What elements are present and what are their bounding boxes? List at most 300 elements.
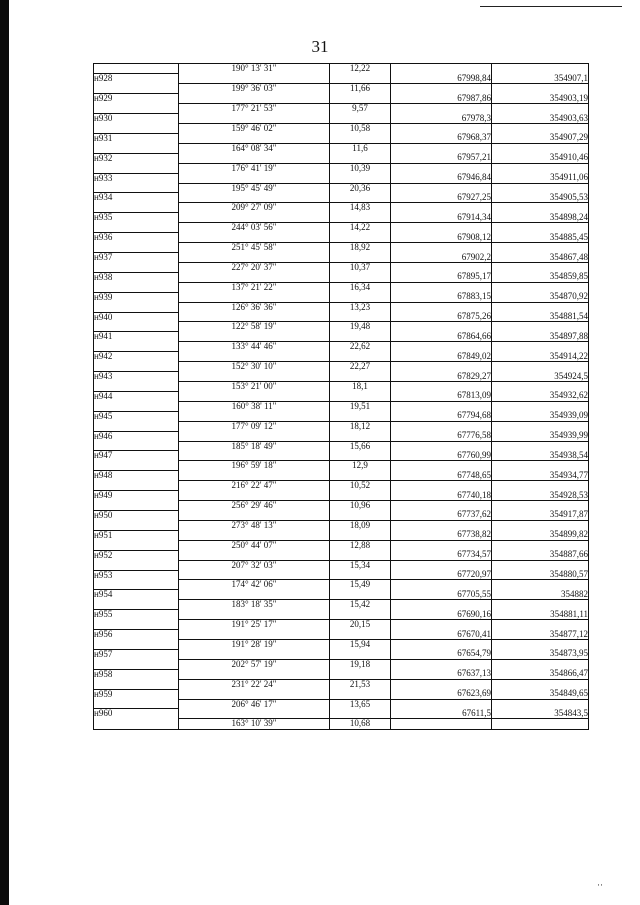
y-coordinate-cell: 354899,82 <box>492 530 589 540</box>
distance-cell: 15,42 <box>330 600 391 610</box>
y-coordinate-cell <box>492 639 589 649</box>
point-cell: н946 <box>94 431 179 441</box>
x-coordinate-cell: 67734,57 <box>391 550 492 560</box>
angle-cell: 216° 22' 47" <box>179 481 330 491</box>
segment-row <box>94 203 589 213</box>
angle-cell <box>179 74 330 84</box>
angle-cell: 227° 20' 37" <box>179 262 330 272</box>
point-cell <box>94 362 179 372</box>
x-coordinate-cell <box>391 163 492 173</box>
y-coordinate-cell <box>492 600 589 610</box>
point-cell: н942 <box>94 352 179 362</box>
x-coordinate-cell <box>391 719 492 729</box>
x-coordinate-cell: 67738,82 <box>391 530 492 540</box>
angle-cell <box>179 689 330 699</box>
distance-cell <box>330 630 391 640</box>
distance-cell <box>330 74 391 84</box>
point-row <box>94 391 589 401</box>
angle-cell <box>179 233 330 243</box>
distance-cell: 20,36 <box>330 183 391 193</box>
y-coordinate-cell: 354873,95 <box>492 649 589 659</box>
distance-cell <box>330 133 391 143</box>
x-coordinate-cell <box>391 64 492 74</box>
point-row <box>94 491 589 501</box>
y-coordinate-cell: 354867,48 <box>492 253 589 263</box>
y-coordinate-cell: 354928,53 <box>492 491 589 501</box>
point-cell: н951 <box>94 530 179 540</box>
x-coordinate-cell: 67623,69 <box>391 689 492 699</box>
angle-cell <box>179 669 330 679</box>
y-coordinate-cell: 354905,53 <box>492 193 589 203</box>
y-coordinate-cell <box>492 620 589 630</box>
distance-cell <box>330 709 391 719</box>
y-coordinate-cell: 354924,5 <box>492 372 589 382</box>
x-coordinate-cell <box>391 84 492 94</box>
y-coordinate-cell: 354917,87 <box>492 510 589 520</box>
angle-cell: 185° 18' 49" <box>179 441 330 451</box>
y-coordinate-cell <box>492 719 589 729</box>
point-row <box>94 709 589 719</box>
y-coordinate-cell: 354907,29 <box>492 133 589 143</box>
x-coordinate-cell <box>391 262 492 272</box>
distance-cell <box>330 391 391 401</box>
point-row <box>94 173 589 183</box>
distance-cell: 11,6 <box>330 143 391 153</box>
point-cell <box>94 421 179 431</box>
x-coordinate-cell <box>391 560 492 570</box>
y-coordinate-cell: 354877,12 <box>492 630 589 640</box>
point-cell: н938 <box>94 272 179 282</box>
x-coordinate-cell: 67968,37 <box>391 133 492 143</box>
angle-cell <box>179 610 330 620</box>
distance-cell: 10,52 <box>330 481 391 491</box>
y-coordinate-cell: 354887,66 <box>492 550 589 560</box>
angle-cell <box>179 153 330 163</box>
angle-cell: 273° 48' 13" <box>179 520 330 530</box>
angle-cell: 199° 36' 03" <box>179 84 330 94</box>
x-coordinate-cell: 67740,18 <box>391 491 492 501</box>
segment-row <box>94 262 589 272</box>
point-cell <box>94 143 179 153</box>
point-cell: н947 <box>94 451 179 461</box>
angle-cell <box>179 550 330 560</box>
y-coordinate-cell <box>492 659 589 669</box>
x-coordinate-cell: 67813,09 <box>391 391 492 401</box>
x-coordinate-cell: 67998,84 <box>391 74 492 84</box>
distance-cell: 15,49 <box>330 580 391 590</box>
y-coordinate-cell <box>492 183 589 193</box>
angle-cell <box>179 312 330 322</box>
point-cell: н955 <box>94 610 179 620</box>
segment-row <box>94 362 589 372</box>
x-coordinate-cell <box>391 282 492 292</box>
angle-cell <box>179 173 330 183</box>
x-coordinate-cell: 67946,84 <box>391 173 492 183</box>
point-row <box>94 133 589 143</box>
distance-cell: 15,94 <box>330 639 391 649</box>
x-coordinate-cell <box>391 679 492 689</box>
point-cell: н931 <box>94 133 179 143</box>
y-coordinate-cell <box>492 441 589 451</box>
point-row <box>94 213 589 223</box>
y-coordinate-cell <box>492 540 589 550</box>
x-coordinate-cell: 67794,68 <box>391 411 492 421</box>
point-cell: н935 <box>94 213 179 223</box>
y-coordinate-cell <box>492 679 589 689</box>
segment-row <box>94 342 589 352</box>
point-row <box>94 451 589 461</box>
y-coordinate-cell <box>492 421 589 431</box>
segment-row <box>94 322 589 332</box>
x-coordinate-cell <box>391 501 492 511</box>
angle-cell <box>179 114 330 124</box>
segment-row <box>94 401 589 411</box>
segment-row <box>94 64 589 74</box>
segment-row <box>94 104 589 114</box>
distance-cell <box>330 193 391 203</box>
distance-cell: 18,92 <box>330 243 391 253</box>
point-cell <box>94 679 179 689</box>
point-cell: н959 <box>94 689 179 699</box>
y-coordinate-cell: 354849,65 <box>492 689 589 699</box>
header-rule <box>480 6 622 7</box>
x-coordinate-cell <box>391 322 492 332</box>
distance-cell: 12,9 <box>330 461 391 471</box>
angle-cell <box>179 510 330 520</box>
x-coordinate-cell <box>391 620 492 630</box>
angle-cell: 160° 38' 11" <box>179 401 330 411</box>
angle-cell <box>179 292 330 302</box>
angle-cell <box>179 471 330 481</box>
point-row <box>94 74 589 84</box>
distance-cell: 16,34 <box>330 282 391 292</box>
x-coordinate-cell: 67902,2 <box>391 253 492 263</box>
coordinates-table <box>93 63 589 730</box>
angle-cell: 177° 09' 12" <box>179 421 330 431</box>
segment-row <box>94 223 589 233</box>
point-cell: н928 <box>94 74 179 84</box>
angle-cell: 183° 18' 35" <box>179 600 330 610</box>
distance-cell <box>330 550 391 560</box>
y-coordinate-cell <box>492 262 589 272</box>
distance-cell: 12,22 <box>330 64 391 74</box>
x-coordinate-cell: 67720,97 <box>391 570 492 580</box>
distance-cell: 9,57 <box>330 104 391 114</box>
point-row <box>94 94 589 104</box>
x-coordinate-cell <box>391 302 492 312</box>
x-coordinate-cell: 67883,15 <box>391 292 492 302</box>
angle-cell: 206° 46' 17" <box>179 699 330 709</box>
point-cell: н950 <box>94 510 179 520</box>
x-coordinate-cell <box>391 401 492 411</box>
segment-row <box>94 501 589 511</box>
distance-cell: 18,09 <box>330 520 391 530</box>
y-coordinate-cell: 354880,57 <box>492 570 589 580</box>
distance-cell: 10,96 <box>330 501 391 511</box>
point-cell: н940 <box>94 312 179 322</box>
point-row <box>94 530 589 540</box>
segment-row <box>94 84 589 94</box>
y-coordinate-cell: 354910,46 <box>492 153 589 163</box>
y-coordinate-cell <box>492 282 589 292</box>
distance-cell: 19,48 <box>330 322 391 332</box>
angle-cell: 207° 32' 03" <box>179 560 330 570</box>
point-cell: н929 <box>94 94 179 104</box>
distance-cell <box>330 431 391 441</box>
segment-row <box>94 441 589 451</box>
distance-cell: 14,22 <box>330 223 391 233</box>
segment-row <box>94 282 589 292</box>
distance-cell: 15,34 <box>330 560 391 570</box>
distance-cell: 11,66 <box>330 84 391 94</box>
segment-row <box>94 659 589 669</box>
point-cell <box>94 302 179 312</box>
x-coordinate-cell <box>391 124 492 134</box>
y-coordinate-cell: 354914,22 <box>492 352 589 362</box>
point-cell: н933 <box>94 173 179 183</box>
point-cell: н945 <box>94 411 179 421</box>
x-coordinate-cell: 67760,99 <box>391 451 492 461</box>
distance-cell <box>330 173 391 183</box>
page-number: 31 <box>311 37 329 56</box>
x-coordinate-cell: 67748,65 <box>391 471 492 481</box>
distance-cell <box>330 590 391 600</box>
point-cell <box>94 183 179 193</box>
x-coordinate-cell <box>391 441 492 451</box>
segment-row <box>94 699 589 709</box>
angle-cell: 209° 27' 09" <box>179 203 330 213</box>
angle-cell <box>179 352 330 362</box>
y-coordinate-cell: 354903,19 <box>492 94 589 104</box>
segment-row <box>94 719 589 729</box>
x-coordinate-cell: 67927,25 <box>391 193 492 203</box>
distance-cell: 14,83 <box>330 203 391 213</box>
angle-cell: 122° 58' 19" <box>179 322 330 332</box>
point-cell: н949 <box>94 491 179 501</box>
angle-cell: 202° 57' 19" <box>179 659 330 669</box>
x-coordinate-cell <box>391 639 492 649</box>
point-row <box>94 570 589 580</box>
x-coordinate-cell <box>391 362 492 372</box>
x-coordinate-cell: 67670,41 <box>391 630 492 640</box>
y-coordinate-cell <box>492 203 589 213</box>
point-cell <box>94 560 179 570</box>
x-coordinate-cell <box>391 540 492 550</box>
x-coordinate-cell <box>391 143 492 153</box>
x-coordinate-cell <box>391 461 492 471</box>
distance-cell <box>330 332 391 342</box>
distance-cell: 21,53 <box>330 679 391 689</box>
x-coordinate-cell: 67705,55 <box>391 590 492 600</box>
distance-cell <box>330 411 391 421</box>
point-row <box>94 193 589 203</box>
point-row <box>94 233 589 243</box>
point-cell <box>94 282 179 292</box>
x-coordinate-cell: 67637,13 <box>391 669 492 679</box>
x-coordinate-cell <box>391 520 492 530</box>
point-row <box>94 312 589 322</box>
y-coordinate-cell: 354859,85 <box>492 272 589 282</box>
distance-cell <box>330 352 391 362</box>
distance-cell <box>330 530 391 540</box>
point-cell: н956 <box>94 630 179 640</box>
x-coordinate-cell: 67875,26 <box>391 312 492 322</box>
y-coordinate-cell <box>492 124 589 134</box>
angle-cell: 164° 08' 34" <box>179 143 330 153</box>
point-cell <box>94 243 179 253</box>
y-coordinate-cell <box>492 382 589 392</box>
distance-cell <box>330 610 391 620</box>
angle-cell <box>179 213 330 223</box>
point-cell <box>94 84 179 94</box>
angle-cell <box>179 431 330 441</box>
y-coordinate-cell: 354939,99 <box>492 431 589 441</box>
segment-row <box>94 143 589 153</box>
angle-cell <box>179 133 330 143</box>
angle-cell: 191° 28' 19" <box>179 639 330 649</box>
angle-cell: 159° 46' 02" <box>179 124 330 134</box>
y-coordinate-cell <box>492 243 589 253</box>
angle-cell: 152° 30' 10" <box>179 362 330 372</box>
angle-cell: 177° 21' 53" <box>179 104 330 114</box>
point-cell <box>94 520 179 530</box>
angle-cell <box>179 391 330 401</box>
x-coordinate-cell <box>391 481 492 491</box>
point-cell <box>94 342 179 352</box>
x-coordinate-cell: 67690,16 <box>391 610 492 620</box>
distance-cell <box>330 153 391 163</box>
distance-cell <box>330 471 391 481</box>
distance-cell: 19,18 <box>330 659 391 669</box>
distance-cell: 10,39 <box>330 163 391 173</box>
angle-cell <box>179 272 330 282</box>
point-row <box>94 590 589 600</box>
distance-cell: 19,51 <box>330 401 391 411</box>
point-cell <box>94 659 179 669</box>
y-coordinate-cell <box>492 362 589 372</box>
x-coordinate-cell: 67908,12 <box>391 233 492 243</box>
y-coordinate-cell: 354934,77 <box>492 471 589 481</box>
y-coordinate-cell: 354903,63 <box>492 114 589 124</box>
point-cell: н953 <box>94 570 179 580</box>
y-coordinate-cell: 354938,54 <box>492 451 589 461</box>
angle-cell: 174° 42' 06" <box>179 580 330 590</box>
point-cell: н937 <box>94 253 179 263</box>
point-cell <box>94 481 179 491</box>
y-coordinate-cell <box>492 64 589 74</box>
distance-cell <box>330 312 391 322</box>
distance-cell: 13,23 <box>330 302 391 312</box>
distance-cell <box>330 253 391 263</box>
segment-row <box>94 302 589 312</box>
point-cell <box>94 124 179 134</box>
distance-cell: 10,37 <box>330 262 391 272</box>
point-row <box>94 153 589 163</box>
point-cell: н948 <box>94 471 179 481</box>
angle-cell <box>179 530 330 540</box>
point-cell: н930 <box>94 114 179 124</box>
x-coordinate-cell: 67864,66 <box>391 332 492 342</box>
x-coordinate-cell <box>391 600 492 610</box>
y-coordinate-cell <box>492 461 589 471</box>
y-coordinate-cell <box>492 481 589 491</box>
distance-cell: 12,88 <box>330 540 391 550</box>
y-coordinate-cell: 354939,09 <box>492 411 589 421</box>
y-coordinate-cell <box>492 560 589 570</box>
point-row <box>94 253 589 263</box>
point-cell <box>94 441 179 451</box>
point-cell: н952 <box>94 550 179 560</box>
point-cell: н934 <box>94 193 179 203</box>
corner-mark: ·· <box>597 880 603 890</box>
angle-cell: 244° 03' 56" <box>179 223 330 233</box>
segment-row <box>94 183 589 193</box>
point-cell <box>94 64 179 74</box>
point-row <box>94 372 589 382</box>
angle-cell: 196° 59' 18" <box>179 461 330 471</box>
point-row <box>94 689 589 699</box>
point-cell <box>94 719 179 729</box>
angle-cell <box>179 649 330 659</box>
angle-cell <box>179 332 330 342</box>
point-row <box>94 411 589 421</box>
angle-cell: 256° 29' 46" <box>179 501 330 511</box>
x-coordinate-cell <box>391 243 492 253</box>
point-row <box>94 292 589 302</box>
x-coordinate-cell: 67829,27 <box>391 372 492 382</box>
coordinates-table-body <box>94 64 589 730</box>
y-coordinate-cell <box>492 322 589 332</box>
distance-cell <box>330 114 391 124</box>
x-coordinate-cell: 67957,21 <box>391 153 492 163</box>
distance-cell <box>330 510 391 520</box>
y-coordinate-cell: 354907,1 <box>492 74 589 84</box>
angle-cell <box>179 253 330 263</box>
y-coordinate-cell <box>492 163 589 173</box>
segment-row <box>94 520 589 530</box>
angle-cell <box>179 630 330 640</box>
angle-cell: 191° 25' 17" <box>179 620 330 630</box>
point-cell <box>94 223 179 233</box>
point-row <box>94 630 589 640</box>
segment-row <box>94 461 589 471</box>
distance-cell: 22,62 <box>330 342 391 352</box>
point-row <box>94 649 589 659</box>
angle-cell: 231° 22' 24" <box>179 679 330 689</box>
distance-cell <box>330 669 391 679</box>
distance-cell: 15,66 <box>330 441 391 451</box>
angle-cell <box>179 491 330 501</box>
point-cell <box>94 639 179 649</box>
y-coordinate-cell: 354911,06 <box>492 173 589 183</box>
x-coordinate-cell <box>391 580 492 590</box>
segment-row <box>94 540 589 550</box>
angle-cell: 163° 10' 39" <box>179 719 330 729</box>
distance-cell: 20,15 <box>330 620 391 630</box>
point-row <box>94 332 589 342</box>
y-coordinate-cell <box>492 580 589 590</box>
point-cell <box>94 600 179 610</box>
point-cell <box>94 580 179 590</box>
segment-row <box>94 620 589 630</box>
x-coordinate-cell <box>391 183 492 193</box>
x-coordinate-cell <box>391 382 492 392</box>
x-coordinate-cell: 67987,86 <box>391 94 492 104</box>
angle-cell: 195° 45' 49" <box>179 183 330 193</box>
angle-cell: 133° 44' 46" <box>179 342 330 352</box>
distance-cell <box>330 272 391 282</box>
point-cell <box>94 163 179 173</box>
